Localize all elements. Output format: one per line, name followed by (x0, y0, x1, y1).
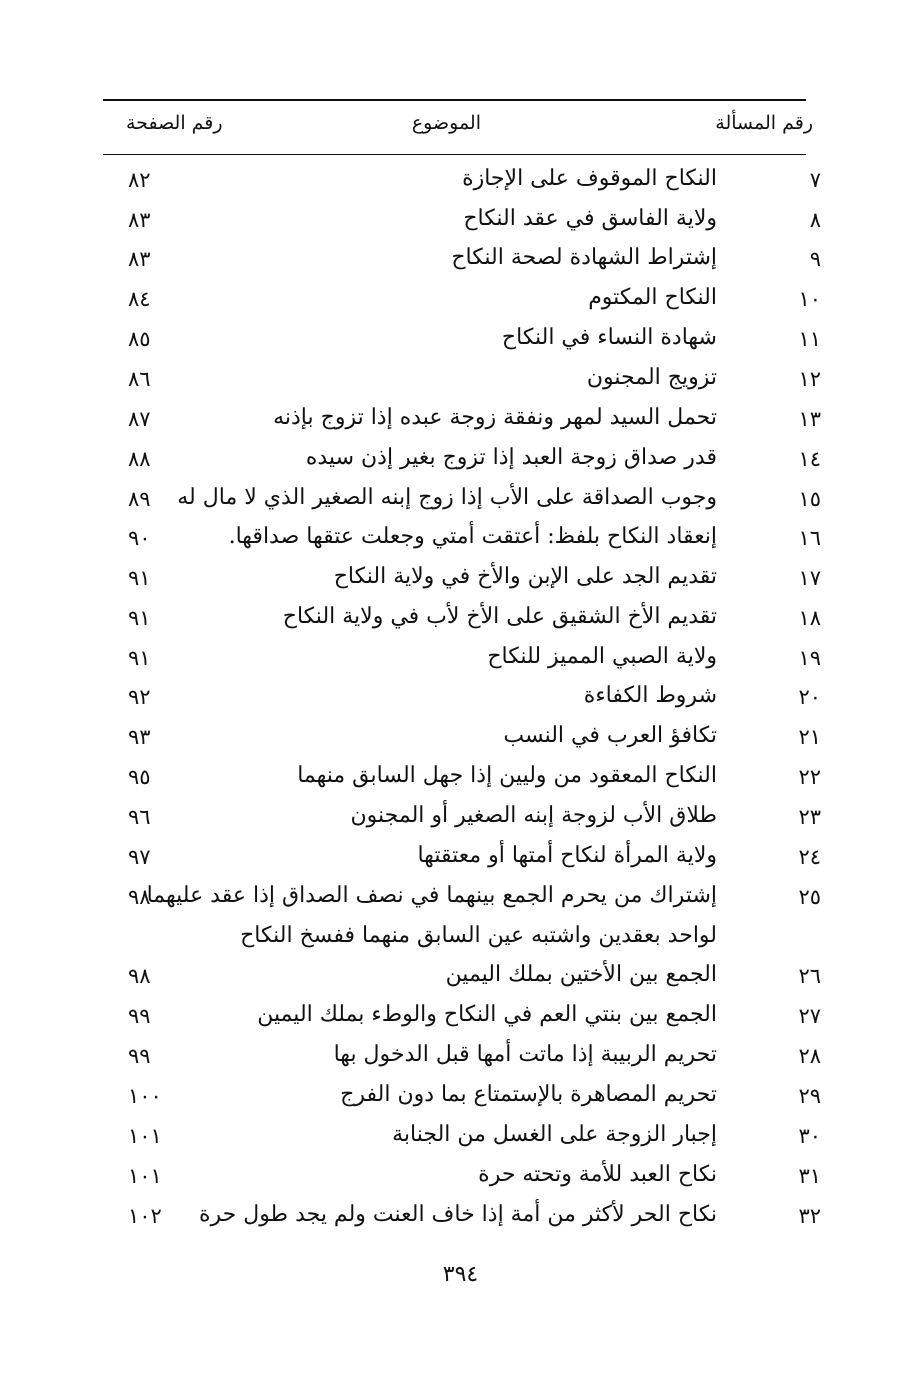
issue-number: ١٤ (798, 447, 821, 471)
topic-text-continuation: لواحد بعقدين واشتبه عين السابق منهما ففسخ النكاح (240, 923, 717, 948)
page-number: ٩٠ (128, 526, 151, 550)
issue-number: ٨ (809, 208, 821, 232)
topic-text: تحمل السيد لمهر ونفقة زوجة عبده إذا تزوج بإذنه (273, 405, 717, 430)
topic-text: النكاح المعقود من وليين إذا جهل السابق منهما (297, 763, 717, 788)
page-number: ٨٨ (128, 447, 151, 471)
topic-text: شروط الكفاءة (583, 683, 717, 708)
table-row (0, 879, 921, 959)
table-row (0, 719, 921, 759)
table-row (0, 162, 921, 202)
issue-number: ١٢ (798, 367, 821, 391)
page-number: ٨٢ (128, 168, 151, 192)
table-row (0, 1038, 921, 1078)
page-number: ٩١ (128, 646, 151, 670)
topic-text: نكاح العبد للأمة وتحته حرة (478, 1162, 717, 1187)
issue-number: ٣٢ (798, 1204, 821, 1228)
table-row (0, 560, 921, 600)
issue-number: ١١ (798, 327, 821, 351)
topic-text: تقديم الأخ الشقيق على الأخ لأب في ولاية النكاح (282, 604, 717, 629)
topic-text: تحريم المصاهرة بالإستمتاع بما دون الفرج (340, 1082, 717, 1107)
issue-number: ٢٩ (798, 1084, 821, 1108)
topic-text: إجبار الزوجة على الغسل من الجنابة (392, 1122, 717, 1147)
topic-text: قدر صداق زوجة العبد إذا تزوج بغير إذن سيده (305, 445, 717, 470)
issue-number: ١٦ (798, 526, 821, 550)
topic-text: ولاية الفاسق في عقد النكاح (463, 206, 717, 231)
page-number: ٩٩ (128, 1004, 151, 1028)
page-number: ٩٢ (128, 685, 151, 709)
topic-text: شهادة النساء في النكاح (501, 325, 717, 350)
page-number: ٩٧ (128, 845, 151, 869)
table-row (0, 361, 921, 401)
issue-number: ٢٦ (798, 964, 821, 988)
page-number: ٩٦ (128, 805, 151, 829)
topic-text: تقديم الجد على الإبن والأخ في ولاية النكاح (333, 564, 717, 589)
issue-number: ٣١ (798, 1164, 821, 1188)
issue-number: ٢٢ (798, 765, 821, 789)
issue-number: ١٧ (798, 566, 821, 590)
topic-text: تكافؤ العرب في النسب (503, 723, 717, 748)
topic-text: النكاح المكتوم (588, 285, 717, 310)
page-number: ٨٣ (128, 247, 151, 271)
table-row (0, 839, 921, 879)
page-number: ٨٦ (128, 367, 151, 391)
page-number: ١٠٠ (128, 1084, 162, 1108)
issue-number: ٣٠ (798, 1124, 821, 1148)
page-number: ٩٨ (128, 964, 151, 988)
page-number-header: رقم الصفحة (126, 112, 223, 134)
table-row (0, 958, 921, 998)
page-footer-number: ٣٩٤ (442, 1262, 479, 1287)
issue-number: ٢٤ (798, 845, 821, 869)
table-row (0, 520, 921, 560)
issue-number: ١٥ (798, 487, 821, 511)
issue-number: ٢٥ (798, 885, 821, 909)
page-number: ٩٥ (128, 765, 151, 789)
topic-text: نكاح الحر لأكثر من أمة إذا خاف العنت ولم يجد طول حرة (198, 1202, 717, 1227)
topic-header: الموضوع (411, 112, 481, 134)
header-rule (103, 154, 806, 155)
topic-text: ولاية الصبي المميز للنكاح (487, 644, 717, 669)
table-row (0, 401, 921, 441)
topic-text: وجوب الصداقة على الأب إذا زوج إبنه الصغير الذي لا مال له (177, 485, 717, 510)
topic-text: الجمع بين الأختين بملك اليمين (445, 962, 717, 987)
topic-text: تحريم الربيبة إذا ماتت أمها قبل الدخول بها (333, 1042, 717, 1067)
issue-number-header: رقم المسألة (715, 112, 813, 134)
issue-number: ٢٧ (798, 1004, 821, 1028)
table-row (0, 1158, 921, 1198)
table-row (0, 202, 921, 242)
topic-text: الجمع بين بنتي العم في النكاح والوطء بملك اليمين (257, 1002, 717, 1027)
page-number: ٨٥ (128, 327, 151, 351)
issue-number: ٢٠ (798, 685, 821, 709)
page-number: ٨٣ (128, 208, 151, 232)
issue-number: ٧ (809, 168, 821, 192)
issue-number: ٢٣ (798, 805, 821, 829)
table-row (0, 600, 921, 640)
table-row (0, 281, 921, 321)
issue-number: ١٩ (798, 646, 821, 670)
table-header (0, 104, 921, 148)
page-number: ٨٧ (128, 407, 151, 431)
issue-number: ٩ (809, 247, 821, 271)
table-row (0, 1078, 921, 1118)
page-number: ١٠١ (128, 1164, 162, 1188)
topic-text: طلاق الأب لزوجة إبنه الصغير أو المجنون (350, 803, 717, 828)
table-row (0, 321, 921, 361)
page-number: ١٠١ (128, 1124, 162, 1148)
table-row (0, 640, 921, 680)
table-row (0, 1118, 921, 1158)
page-number: ١٠٢ (128, 1204, 162, 1228)
issue-number: ٢١ (798, 725, 821, 749)
page-number: ٩٩ (128, 1044, 151, 1068)
top-rule (103, 99, 806, 101)
table-row (0, 759, 921, 799)
page-number: ٨٩ (128, 487, 151, 511)
issue-number: ٢٨ (798, 1044, 821, 1068)
table-row (0, 241, 921, 281)
table-row (0, 998, 921, 1038)
table-row (0, 799, 921, 839)
topic-text: النكاح الموقوف على الإجازة (462, 166, 717, 191)
page-number: ٩١ (128, 606, 151, 630)
topic-text: ولاية المرأة لنكاح أمتها أو معتقتها (417, 843, 717, 868)
page-number: ٩٨ (128, 885, 151, 909)
table-row (0, 1198, 921, 1238)
issue-number: ١٨ (798, 606, 821, 630)
topic-text: إنعقاد النكاح بلفظ: أعتقت أمتي وجعلت عتقها صداقها. (228, 524, 717, 549)
topic-text: إشتراك من يحرم الجمع بينهما في نصف الصداق إذا عقد عليهما (146, 883, 717, 908)
topic-text: إشتراط الشهادة لصحة النكاح (451, 245, 717, 270)
table-row (0, 679, 921, 719)
issue-number: ١٠ (798, 287, 821, 311)
issue-number: ١٣ (798, 407, 821, 431)
page-number: ٩١ (128, 566, 151, 590)
table-row (0, 481, 921, 521)
page-number: ٨٤ (128, 287, 151, 311)
page-number: ٩٣ (128, 725, 151, 749)
table-row (0, 441, 921, 481)
topic-text: تزويج المجنون (586, 365, 717, 390)
